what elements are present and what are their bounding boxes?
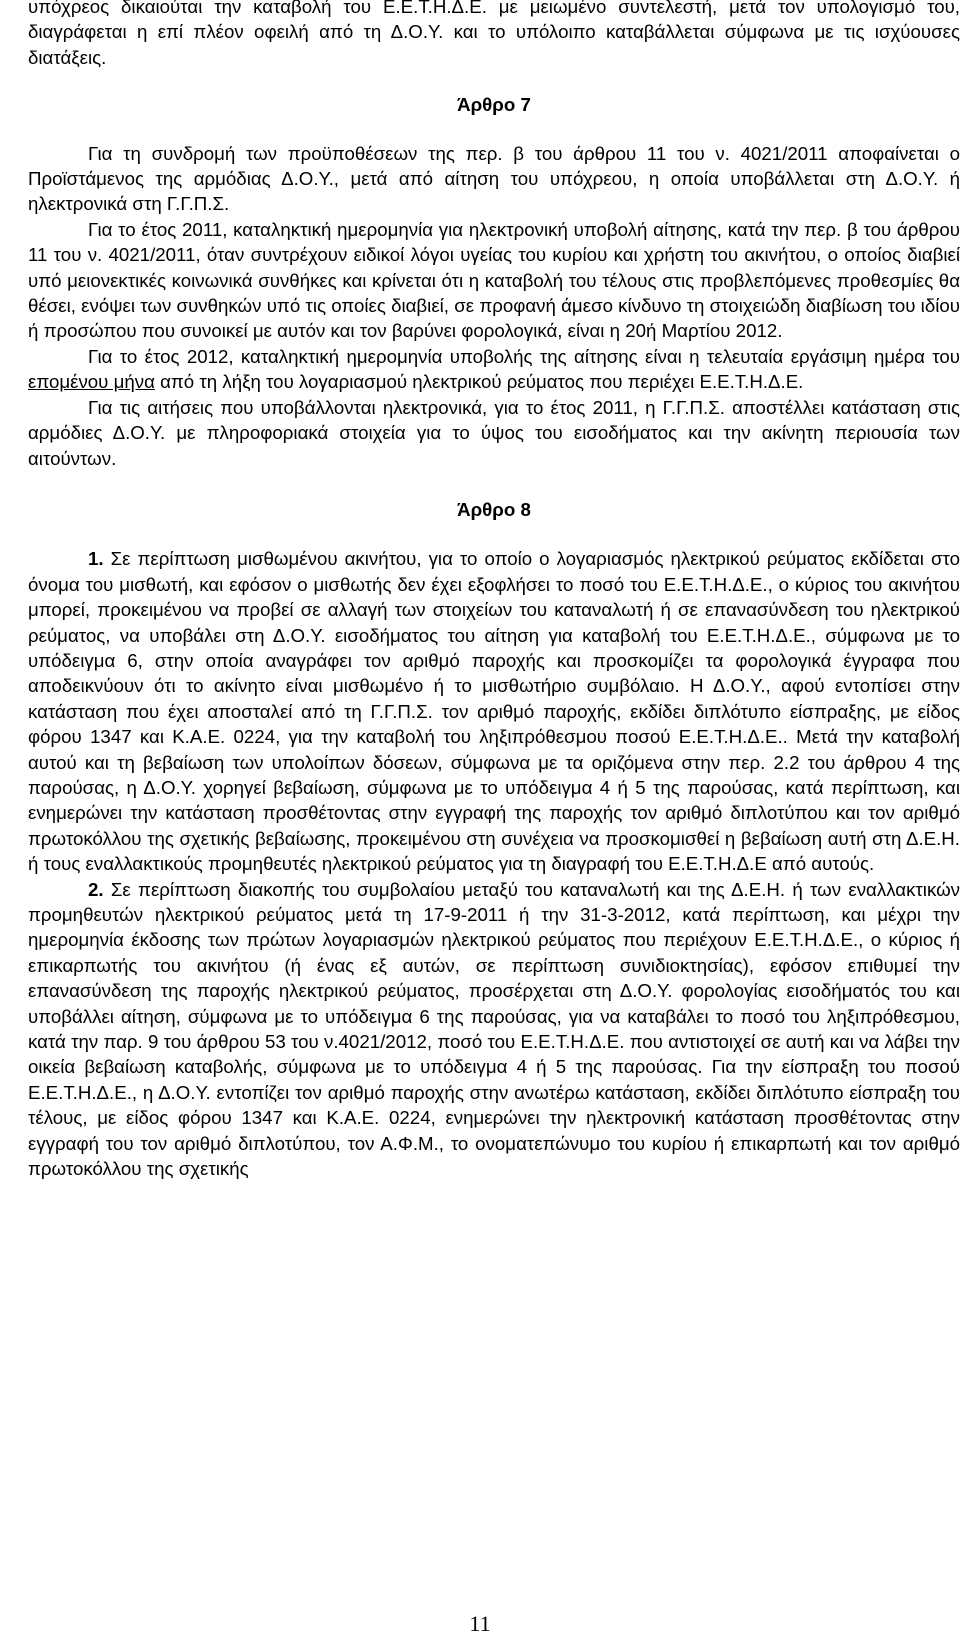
article-7-paragraph-2: Για το έτος 2011, καταληκτική ημερομηνία για ηλεκτρονική υποβολή αίτησης, κατά την περ. β του άρθρου 11 του ν. 4021/2011, όταν συντρέχουν ειδικοί λόγοι υγείας του κυρίου και χρήστη του ακινήτου, ο οποίος διαβιεί υπό μειονεκτικές κοινωνικά συνθήκες και κρίνεται ότι η καταβολή του τέλους στις προβλεπόμενες προθεσμίες θα θέσει, ενόψει των συνθηκών υπό τις οποίες διαβιεί, σε προφανή άμεσο κίνδυνο τη στοιχειώδη διαβίωση του ιδίου ή προσώπου που συνοικεί με αυτόν και τον βαρύνει φορολογικά, είναι η 20ή Μαρτίου 2012. xyxy=(28,218,960,342)
intro-paragraph: υπόχρεος δικαιούται την καταβολή του Ε.Ε.Τ.Η.Δ.Ε. με μειωμένο συντελεστή, μετά τον υπολογισμό του, διαγράφεται η επί πλέον οφειλή από τη Δ.Ο.Υ. και το υπόλοιπο καταβάλλεται σύμφωνα με τις ισχύουσες διατάξεις. xyxy=(28,0,960,68)
document-page xyxy=(28,0,960,1181)
article-8-heading: Άρθρο 8 xyxy=(457,498,531,520)
article-8-paragraph-2 xyxy=(28,877,960,1182)
article-7-paragraph-4: Για τις αιτήσεις που υποβάλλονται ηλεκτρονικά, για το έτος 2011, η Γ.Γ.Π.Σ. αποστέλλει κατάσταση στις αρμόδιες Δ.Ο.Υ. με πληροφοριακά στοιχεία για το ύψος του εισοδήματος και την ακίνητη περιουσία των αιτούντων. xyxy=(28,396,960,469)
article-7-paragraph-3-start: Για το έτος 2012, καταληκτική ημερομηνία υποβολής της αίτησης είναι η τελευταία εργάσιμη ημέρα του xyxy=(88,345,960,367)
article-8-paragraph-1-number: 1. xyxy=(88,548,104,570)
article-7-paragraph-3-underlined: επομένου μήνα xyxy=(28,371,155,393)
article-8-paragraph-1 xyxy=(28,546,960,876)
article-7-paragraph-3 xyxy=(28,344,960,395)
page-number: 11 xyxy=(469,1611,491,1636)
article-8-paragraph-2-text: Σε περίπτωση διακοπής του συμβολαίου μεταξύ του καταναλωτή και της Δ.Ε.Η. ή των εναλλακτικών προμηθευτών ηλεκτρικού ρεύματος μετά τη 17-9-2011 ή την 31-3-2012, κατά περίπτωση, και μέχρι την ημερομηνία έκδοσης των πρώτων λογαριασμών ηλεκτρικού ρεύματος που περιέχουν Ε.Ε.Τ.Η.Δ.Ε., ο κύριος ή επικαρπωτής του ακινήτου (ή ένας εξ αυτών, σε περίπτωση συνιδιοκτησίας), εφόσον επιθυμεί την επανασύνδεση της παροχής ηλεκτρικού ρεύματος, προσέρχεται στη Δ.Ο.Υ. φορολογίας εισοδήματός του και υποβάλλει αίτηση, σύμφωνα με το υπόδειγμα 6 της παρούσας, για να καταβάλει το ποσό του ληξιπρόθεσμου, κατά την παρ. 9 του άρθρου 53 του ν.4021/2012, ποσό του Ε.Ε.Τ.Η.Δ.Ε. που αντιστοιχεί σε αυτή και να λάβει την οικεία βεβαίωση καταβολής, σύμφωνα με το υπόδειγμα 4 ή 5 της παρούσας. Για την είσπραξη του ποσού Ε.Ε.Τ.Η.Δ.Ε., η Δ.Ο.Υ. εντοπίζει τον αριθμό παροχής στην ανωτέρω κατάσταση, εκδίδει διπλότυπο είσπραξη του τέλους, με είδος φόρου 1347 και Κ.Α.Ε. 0224, ενημερώνει την ηλεκτρονική κατάσταση προσθέτοντας στην εγγραφή του τον αριθμό διπλοτύπου, τον Α.Φ.Μ., το ονοματεπώνυμο του κυρίου ή επικαρπωτή και τον αριθμό πρωτοκόλλου της σχετικής xyxy=(28,878,960,1180)
article-7-heading: Άρθρο 7 xyxy=(457,94,531,116)
article-7-paragraph-1: Για τη συνδρομή των προϋποθέσεων της περ. β του άρθρου 11 του ν. 4021/2011 αποφαίνεται ο Προϊστάμενος της αρμόδιας Δ.Ο.Υ., μετά από αίτηση του υπόχρεου, η οποία υποβάλλεται στη Δ.Ο.Υ. ή ηλεκτρονικά στη Γ.Γ.Π.Σ. xyxy=(28,142,960,215)
article-8-paragraph-1-text: Σε περίπτωση μισθωμένου ακινήτου, για το οποίο ο λογαριασμός ηλεκτρικού ρεύματος εκδίδεται στο όνομα του μισθωτή, και εφόσον ο μισθωτής δεν έχει εξοφλήσει το ποσό του Ε.Ε.Τ.Η.Δ.Ε., ο κύριος του ακινήτου μπορεί, προκειμένου να προβεί σε αλλαγή των στοιχείων του καταναλωτή ή σε επανασύνδεση του ηλεκτρικού ρεύματος, να υποβάλει στη Δ.Ο.Υ. εισοδήματος του αίτηση για καταβολή του Ε.Ε.Τ.Η.Δ.Ε., σύμφωνα με το υπόδειγμα 6, στην οποία αναγράφει τον αριθμό παροχής και προσκομίζει τα φορολογικά έγγραφα που αποδεικνύουν ότι το ακίνητο είναι μισθωμένο ή το μισθωτήριο συμβόλαιο. Η Δ.Ο.Υ., αφού εντοπίσει στην κατάσταση που έχει αποσταλεί από τη Γ.Γ.Π.Σ. τον αριθμό παροχής, εκδίδει διπλότυπο είσπραξης, με είδος φόρου 1347 και Κ.Α.Ε. 0224, για την καταβολή του ληξιπρόθεσμου ποσού Ε.Ε.Τ.Η.Δ.Ε.. Μετά την καταβολή αυτού και τη βεβαίωση των υπολοίπων δόσεων, σύμφωνα με τα οριζόμενα στην περ. 2.2 του άρθρου 4 της παρούσας, η Δ.Ο.Υ. χορηγεί βεβαίωση, σύμφωνα με το υπόδειγμα 4 ή 5 της παρούσας, κατά περίπτωση, και ενημερώνει την κατάσταση προσθέτοντας στην εγγραφή της παροχής τον αριθμό διπλοτύπου και τον αριθμό πρωτοκόλλου της σχετικής βεβαίωσης, προκειμένου στη συνέχεια να προσκομισθεί η βεβαίωση αυτή στη Δ.Ε.Η. ή τους εναλλακτικούς προμηθευτές ηλεκτρικού ρεύματος για τη διαγραφή του Ε.Ε.Τ.Η.Δ.Ε από αυτούς. xyxy=(28,548,960,875)
article-8-paragraph-2-number: 2. xyxy=(88,878,104,900)
article-7-paragraph-3-end: από τη λήξη του λογαριασμού ηλεκτρικού ρεύματος που περιέχει Ε.Ε.Τ.Η.Δ.Ε. xyxy=(154,371,804,393)
